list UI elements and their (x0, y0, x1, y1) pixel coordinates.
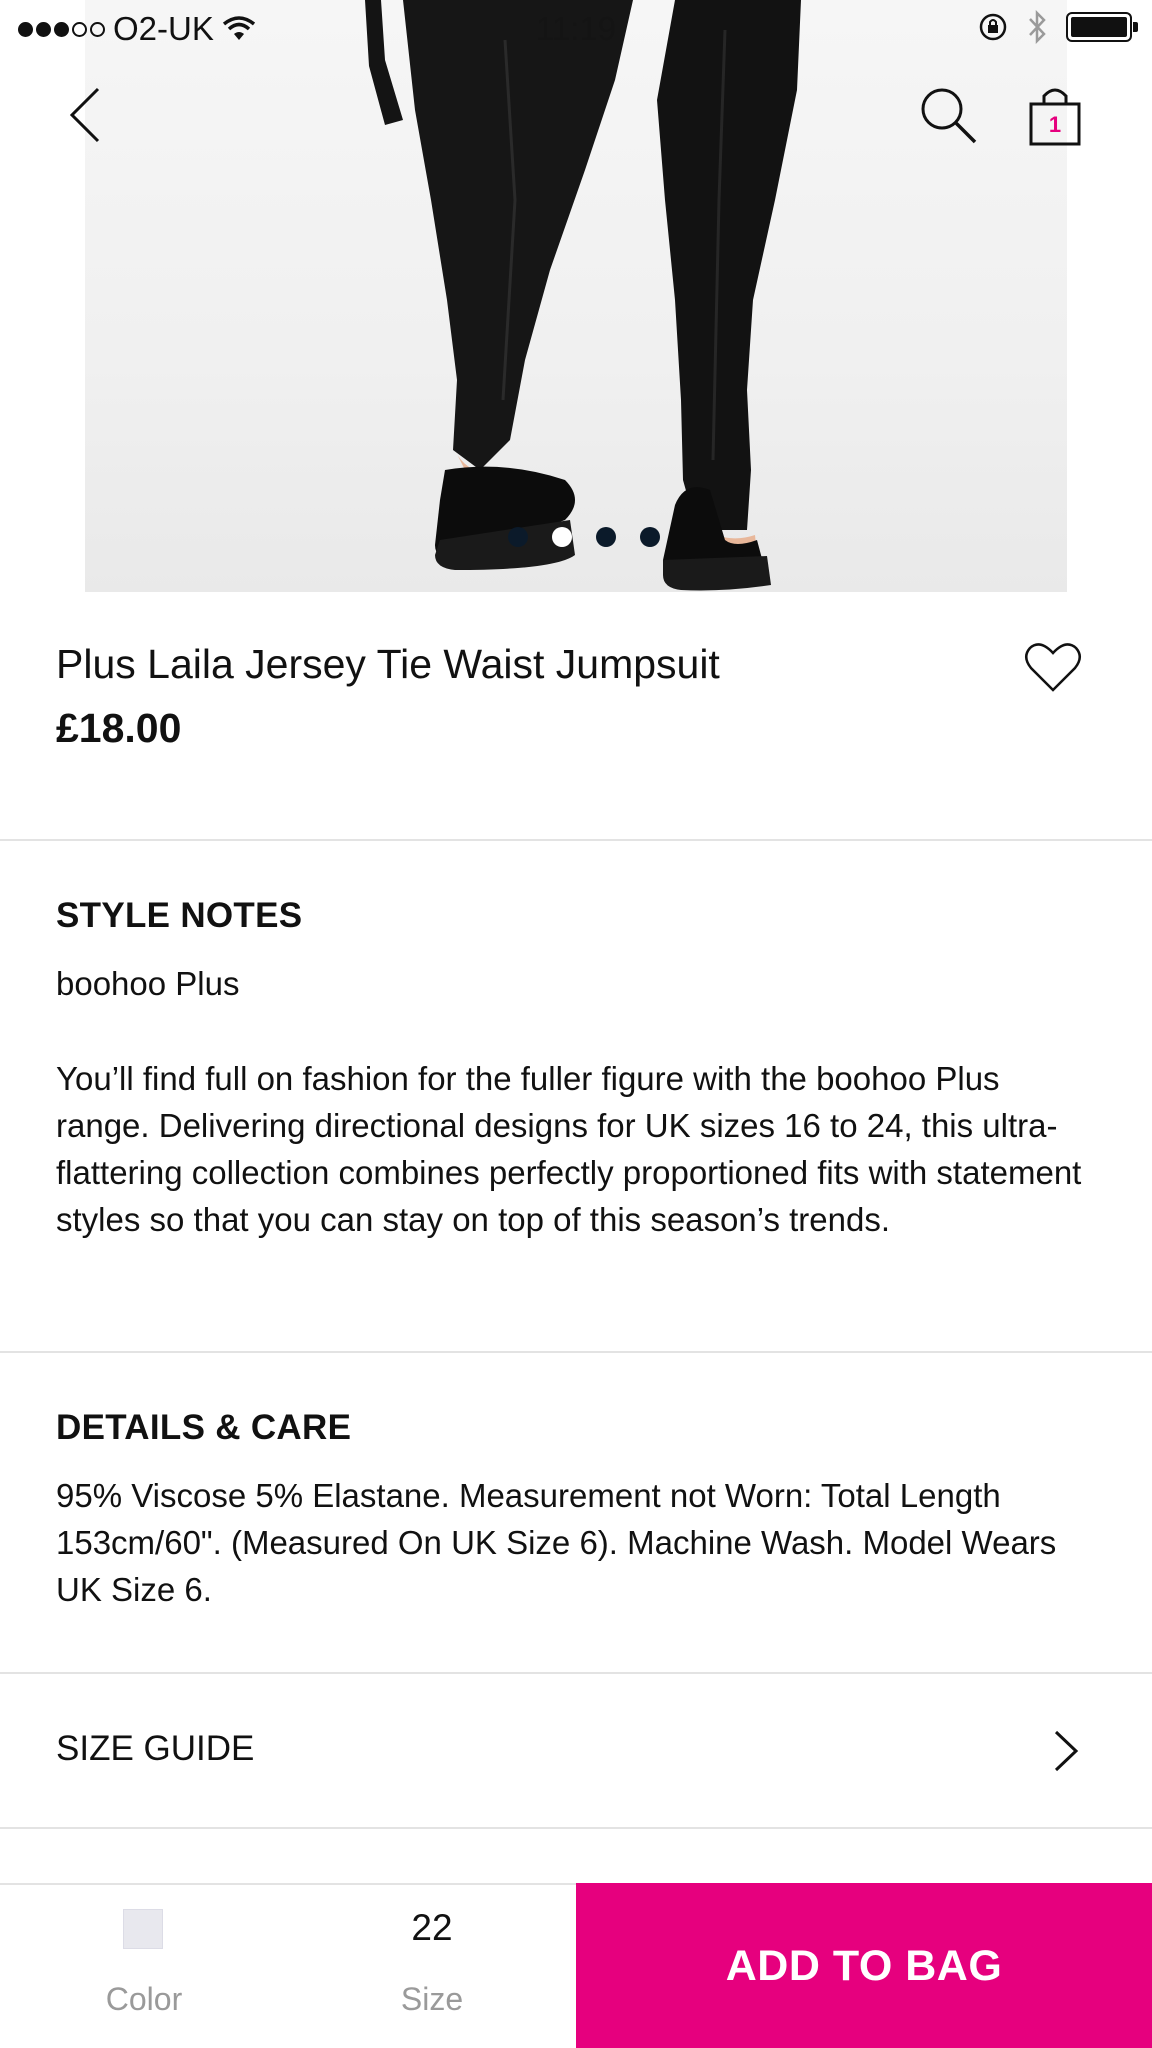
heart-icon (1024, 640, 1082, 694)
color-selector[interactable] (0, 1885, 288, 2048)
size-value: 22 (411, 1907, 453, 1948)
style-notes-brand: boohoo Plus (56, 965, 240, 1002)
shopping-bag-button[interactable] (1022, 82, 1088, 152)
wishlist-button[interactable] (1024, 640, 1082, 696)
divider (0, 1827, 1152, 1829)
details-care-section (56, 1408, 1086, 1613)
carousel-dots[interactable] (0, 527, 1152, 547)
size-selector[interactable] (288, 1885, 576, 2048)
color-label: Color (105, 1981, 183, 2017)
chevron-right-icon (1052, 1729, 1080, 1773)
size-guide-row[interactable] (0, 1675, 1152, 1827)
bag-count-badge: 1 (1048, 112, 1062, 137)
carousel-dot[interactable] (508, 527, 528, 547)
carousel-dot-active[interactable] (552, 527, 572, 547)
color-swatch (123, 1909, 163, 1949)
carousel-dot[interactable] (596, 527, 616, 547)
search-button[interactable] (915, 82, 981, 148)
product-header (56, 640, 1096, 752)
divider (0, 1351, 1152, 1353)
size-label: Size (400, 1981, 464, 2017)
details-care-text: 95% Viscose 5% Elastane. Measurement not Worn: Total Length 153cm/60". (Measured On UK Size 6). Machine Wash. Model Wears UK Size 6. (56, 1477, 1057, 1608)
style-notes-section (56, 896, 1086, 1243)
search-icon (917, 84, 979, 146)
back-button[interactable] (56, 80, 116, 150)
status-time: 11:19 (535, 10, 617, 47)
details-care-title: DETAILS & CARE (56, 1408, 352, 1447)
carousel-dot[interactable] (640, 527, 660, 547)
style-notes-title: STYLE NOTES (56, 896, 303, 935)
bluetooth-icon (1026, 10, 1048, 44)
product-price: £18.00 (56, 705, 182, 752)
status-right (978, 10, 1132, 44)
add-to-bag-button[interactable]: ADD TO BAG (576, 1883, 1152, 2048)
status-bar (0, 0, 1152, 54)
battery-icon (1066, 12, 1132, 42)
bottom-action-bar (0, 1883, 1152, 2048)
divider (0, 1672, 1152, 1674)
carrier-name: O2-UK (113, 10, 214, 47)
style-notes-description: You’ll find full on fashion for the fuller figure with the boohoo Plus range. Delivering directional designs for UK sizes 16 to 24, this ultra-flattering collection combines perfectly proportioned fits with statement styles so that you can stay on top of this season’s trends. (56, 1060, 1082, 1238)
product-title: Plus Laila Jersey Tie Waist Jumpsuit (56, 641, 720, 687)
chevron-left-icon (66, 85, 106, 145)
size-guide-label: SIZE GUIDE (56, 1729, 255, 1768)
divider (0, 839, 1152, 841)
rotation-lock-icon (978, 12, 1008, 42)
